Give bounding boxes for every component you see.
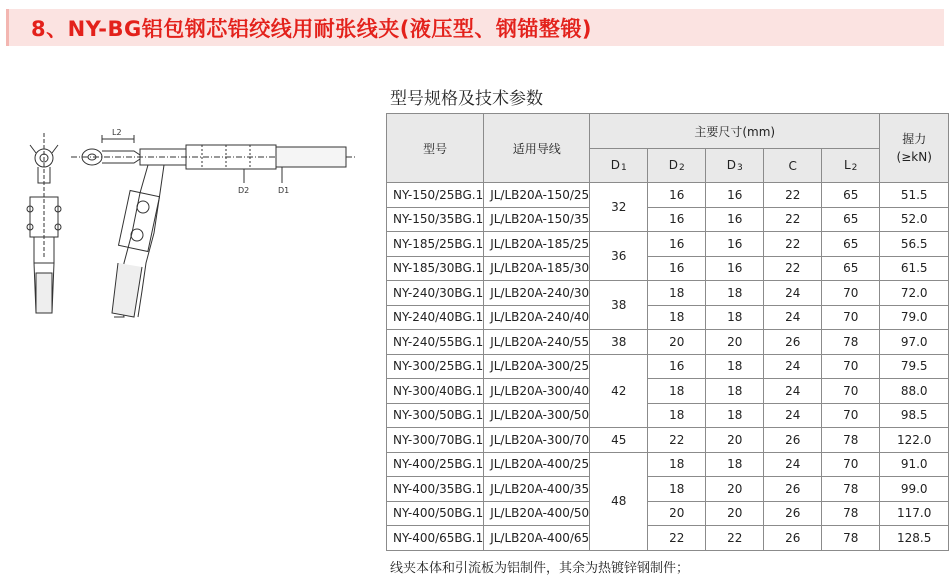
- cell-d3: 20: [706, 428, 764, 453]
- cell-force: 117.0: [880, 501, 949, 526]
- cell-d1: 42: [590, 354, 648, 428]
- table-row: [387, 330, 949, 355]
- cell-force: 88.0: [880, 379, 949, 404]
- header-d3: D3: [706, 149, 764, 183]
- cell-d1: 48: [590, 452, 648, 550]
- cell-l2: 78: [822, 428, 880, 453]
- cell-l2: 78: [822, 330, 880, 355]
- cell-force: 97.0: [880, 330, 949, 355]
- cell-d2: 16: [648, 256, 706, 281]
- cell-l2: 70: [822, 403, 880, 428]
- cell-wire: JL/LB20A-240/55: [484, 330, 590, 355]
- section-banner: [6, 9, 944, 46]
- table-row: [387, 379, 949, 404]
- cell-force: 56.5: [880, 232, 949, 257]
- cell-d2: 18: [648, 452, 706, 477]
- cell-d3: 20: [706, 330, 764, 355]
- cell-l2: 65: [822, 232, 880, 257]
- cell-wire: JL/LB20A-300/40: [484, 379, 590, 404]
- table-row: [387, 354, 949, 379]
- footnote: 线夹本体和引流板为铝制件，其余为热镀锌钢制件；: [390, 561, 690, 576]
- cell-wire: JL/LB20A-400/65: [484, 526, 590, 551]
- clamp-main-view: [71, 135, 356, 317]
- cell-c: 24: [764, 452, 822, 477]
- drawing-label-l2: L2: [112, 128, 122, 137]
- cell-d2: 18: [648, 281, 706, 306]
- cell-wire: JL/LB20A-300/50: [484, 403, 590, 428]
- cell-l2: 70: [822, 354, 880, 379]
- header-c: C: [764, 149, 822, 183]
- cell-d3: 20: [706, 501, 764, 526]
- table-row: [387, 403, 949, 428]
- cell-d3: 16: [706, 207, 764, 232]
- cell-wire: JL/LB20A-400/25: [484, 452, 590, 477]
- cell-d2: 16: [648, 354, 706, 379]
- cell-c: 22: [764, 183, 822, 208]
- cell-d3: 16: [706, 232, 764, 257]
- cell-l2: 65: [822, 256, 880, 281]
- cell-model: NY-400/25BG.1: [387, 452, 484, 477]
- cell-c: 26: [764, 330, 822, 355]
- cell-model: NY-240/55BG.1: [387, 330, 484, 355]
- cell-d3: 18: [706, 281, 764, 306]
- table-row: [387, 256, 949, 281]
- cell-d2: 20: [648, 501, 706, 526]
- header-l2: L2: [822, 149, 880, 183]
- drawing-label-d1: D1: [278, 186, 290, 195]
- header-grip-force-unit: (≥kN): [896, 150, 932, 164]
- cell-c: 26: [764, 477, 822, 502]
- cell-d1: 45: [590, 428, 648, 453]
- cell-d1: 36: [590, 232, 648, 281]
- cell-c: 26: [764, 428, 822, 453]
- cell-l2: 70: [822, 452, 880, 477]
- cell-wire: JL/LB20A-185/25: [484, 232, 590, 257]
- cell-d2: 16: [648, 183, 706, 208]
- cell-d2: 22: [648, 428, 706, 453]
- cell-d1: 38: [590, 281, 648, 330]
- cell-l2: 65: [822, 207, 880, 232]
- header-model: 型号: [387, 114, 484, 183]
- table-row: [387, 183, 949, 208]
- table-row: [387, 452, 949, 477]
- table-row: [387, 428, 949, 453]
- header-main-dimensions: 主要尺寸(mm): [590, 114, 880, 149]
- cell-l2: 70: [822, 305, 880, 330]
- cell-c: 26: [764, 501, 822, 526]
- table-row: [387, 281, 949, 306]
- cell-d1: 32: [590, 183, 648, 232]
- cell-model: NY-400/50BG.1: [387, 501, 484, 526]
- cell-model: NY-185/30BG.1: [387, 256, 484, 281]
- cell-d3: 16: [706, 183, 764, 208]
- cell-model: NY-400/35BG.1: [387, 477, 484, 502]
- cell-d2: 18: [648, 403, 706, 428]
- cell-d3: 18: [706, 305, 764, 330]
- cell-d3: 20: [706, 477, 764, 502]
- cell-model: NY-150/25BG.1: [387, 183, 484, 208]
- cell-model: NY-240/40BG.1: [387, 305, 484, 330]
- cell-c: 24: [764, 379, 822, 404]
- header-d1: D1: [590, 149, 648, 183]
- spec-table: [386, 113, 949, 551]
- table-row: [387, 305, 949, 330]
- cell-model: NY-400/65BG.1: [387, 526, 484, 551]
- table-row: [387, 526, 949, 551]
- cell-model: NY-300/50BG.1: [387, 403, 484, 428]
- cell-l2: 70: [822, 281, 880, 306]
- cell-wire: JL/LB20A-240/40: [484, 305, 590, 330]
- cell-c: 22: [764, 256, 822, 281]
- cell-d3: 18: [706, 354, 764, 379]
- cell-model: NY-300/40BG.1: [387, 379, 484, 404]
- cell-l2: 70: [822, 379, 880, 404]
- cell-c: 24: [764, 281, 822, 306]
- table-row: [387, 477, 949, 502]
- cell-l2: 65: [822, 183, 880, 208]
- cell-model: NY-300/25BG.1: [387, 354, 484, 379]
- cell-c: 24: [764, 403, 822, 428]
- cell-d2: 18: [648, 477, 706, 502]
- cell-d2: 18: [648, 379, 706, 404]
- cell-force: 51.5: [880, 183, 949, 208]
- cell-c: 22: [764, 207, 822, 232]
- cell-l2: 78: [822, 501, 880, 526]
- cell-l2: 78: [822, 477, 880, 502]
- cell-force: 79.5: [880, 354, 949, 379]
- table-row: [387, 232, 949, 257]
- cell-d1: 38: [590, 330, 648, 355]
- cell-wire: JL/LB20A-185/30: [484, 256, 590, 281]
- cell-force: 91.0: [880, 452, 949, 477]
- cell-wire: JL/LB20A-400/50: [484, 501, 590, 526]
- cell-d2: 20: [648, 330, 706, 355]
- cell-force: 99.0: [880, 477, 949, 502]
- cell-force: 61.5: [880, 256, 949, 281]
- cell-wire: JL/LB20A-150/35: [484, 207, 590, 232]
- cell-d2: 16: [648, 232, 706, 257]
- header-grip-force-label: 握力: [902, 132, 927, 146]
- cell-wire: JL/LB20A-300/70: [484, 428, 590, 453]
- cell-wire: JL/LB20A-400/35: [484, 477, 590, 502]
- cell-force: 79.0: [880, 305, 949, 330]
- cell-d3: 18: [706, 403, 764, 428]
- table-row: [387, 207, 949, 232]
- cell-model: NY-300/70BG.1: [387, 428, 484, 453]
- header-d2: D2: [648, 149, 706, 183]
- cell-d3: 16: [706, 256, 764, 281]
- cell-d3: 22: [706, 526, 764, 551]
- drawing-label-d2: D2: [238, 186, 250, 195]
- cell-d2: 16: [648, 207, 706, 232]
- cell-wire: JL/LB20A-240/30: [484, 281, 590, 306]
- header-wire: 适用导线: [484, 114, 590, 183]
- clamp-technical-drawing: [16, 113, 366, 343]
- clamp-side-view: [27, 133, 61, 313]
- spec-section-title: 型号规格及技术参数: [390, 89, 543, 109]
- header-grip-force: [880, 114, 949, 183]
- cell-force: 98.5: [880, 403, 949, 428]
- cell-force: 72.0: [880, 281, 949, 306]
- cell-force: 122.0: [880, 428, 949, 453]
- cell-d2: 18: [648, 305, 706, 330]
- cell-l2: 78: [822, 526, 880, 551]
- cell-wire: JL/LB20A-300/25: [484, 354, 590, 379]
- cell-model: NY-185/25BG.1: [387, 232, 484, 257]
- cell-c: 24: [764, 305, 822, 330]
- cell-d3: 18: [706, 452, 764, 477]
- cell-c: 22: [764, 232, 822, 257]
- cell-wire: JL/LB20A-150/25: [484, 183, 590, 208]
- cell-c: 26: [764, 526, 822, 551]
- cell-d3: 18: [706, 379, 764, 404]
- banner-title: 8、NY-BG铝包钢芯铝绞线用耐张线夹(液压型、钢锚整锻): [31, 17, 592, 41]
- cell-model: NY-150/35BG.1: [387, 207, 484, 232]
- cell-force: 52.0: [880, 207, 949, 232]
- cell-d2: 22: [648, 526, 706, 551]
- cell-model: NY-240/30BG.1: [387, 281, 484, 306]
- table-row: [387, 501, 949, 526]
- cell-c: 24: [764, 354, 822, 379]
- cell-force: 128.5: [880, 526, 949, 551]
